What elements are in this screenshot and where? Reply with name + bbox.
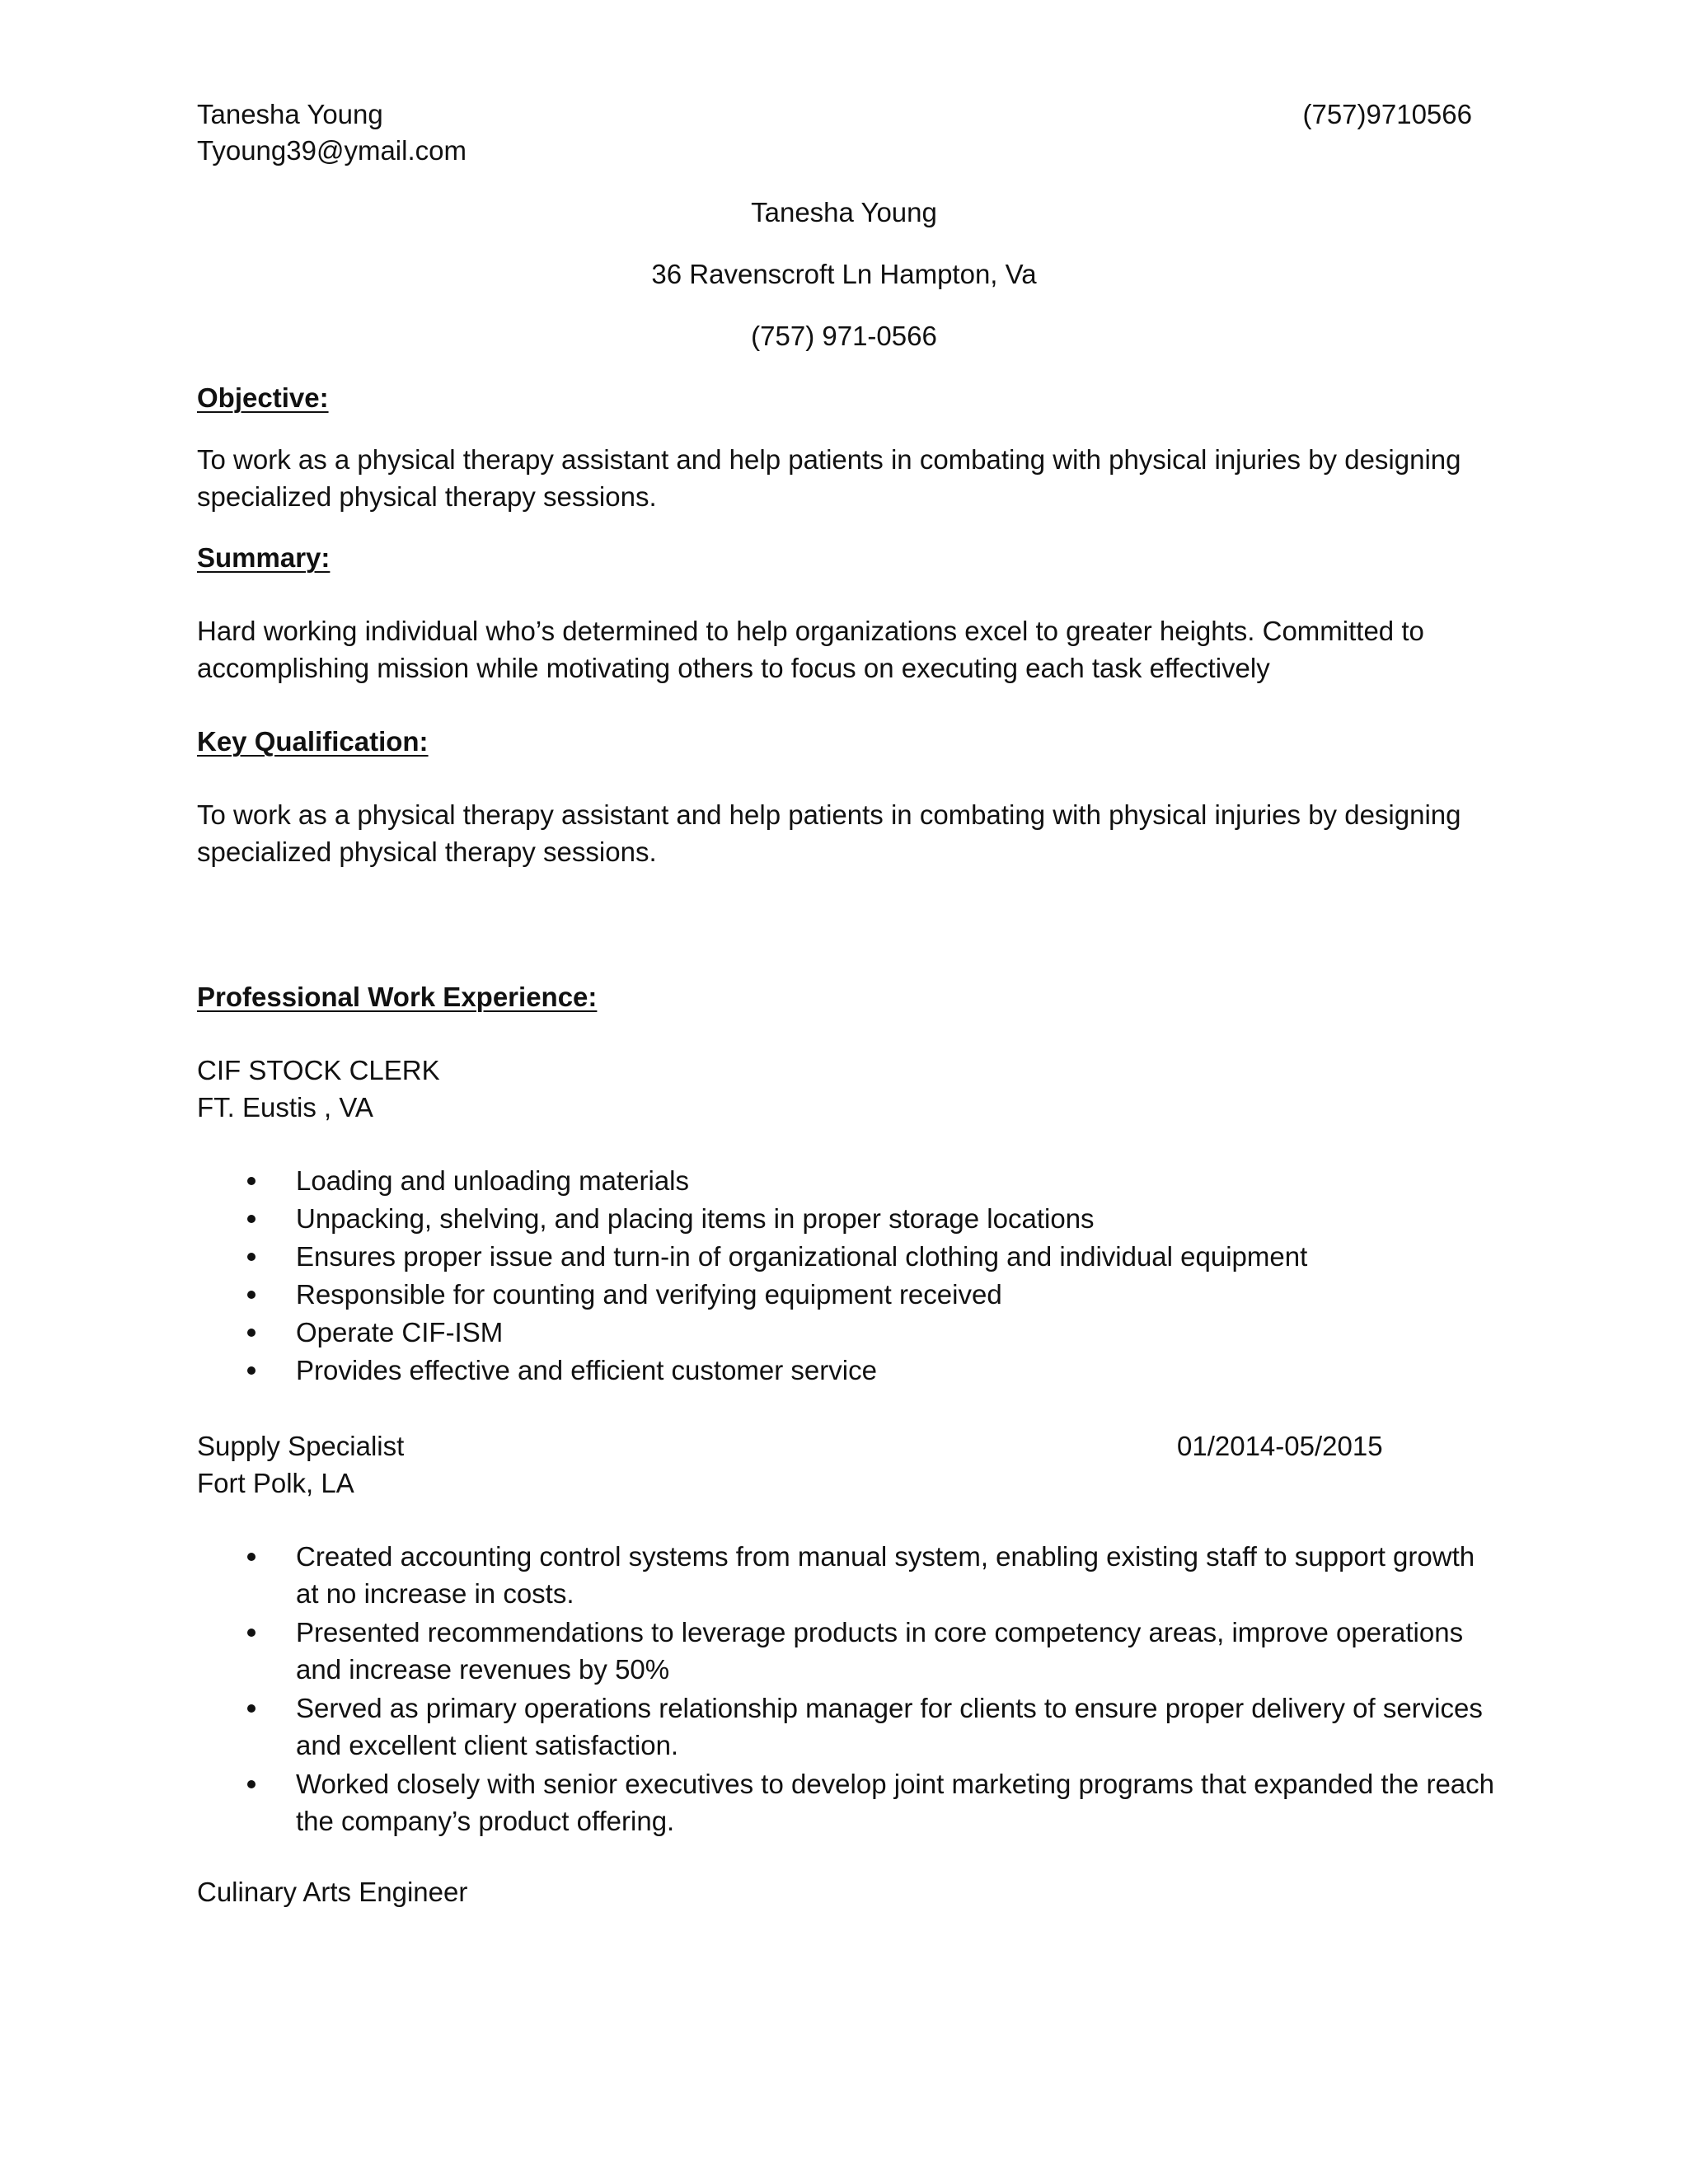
key-qualification-text: To work as a physical therapy assistant and help patients in combating with physical injuries by designing specialized physical therapy sessions. <box>197 799 1461 867</box>
bullet-icon <box>247 1253 256 1261</box>
list-item <box>197 1162 1499 1200</box>
list-item <box>197 1538 1499 1612</box>
contact-name: Tanesha Young <box>751 197 937 227</box>
list-item <box>197 1765 1499 1840</box>
bullet-icon <box>247 1366 256 1375</box>
list-item <box>197 1238 1499 1276</box>
bullet-icon <box>247 1704 256 1713</box>
job-title: Culinary Arts Engineer <box>197 1877 468 1907</box>
bullet-icon <box>247 1553 256 1561</box>
job-title: CIF STOCK CLERK <box>197 1055 440 1085</box>
objective-heading: Objective: <box>197 382 329 413</box>
key-qualification-heading: Key Qualification: <box>197 726 429 757</box>
list-item <box>197 1276 1499 1314</box>
job-location: FT. Eustis , VA <box>197 1092 373 1122</box>
list-item <box>197 1200 1499 1238</box>
job-title: Supply Specialist <box>197 1431 405 1461</box>
job-location: Fort Polk, LA <box>197 1468 354 1498</box>
header-name: Tanesha Young <box>197 99 383 129</box>
experience-heading: Professional Work Experience: <box>197 982 598 1012</box>
summary-heading: Summary: <box>197 542 331 573</box>
bullet-text: Provides effective and efficient customer service <box>296 1355 877 1385</box>
bullet-text: Served as primary operations relationship manager for clients to ensure proper delivery of services and excellent client satisfaction. <box>296 1693 1483 1760</box>
bullet-icon <box>247 1215 256 1223</box>
bullet-icon <box>247 1629 256 1637</box>
list-item <box>197 1690 1499 1764</box>
bullet-text: Presented recommendations to leverage products in core competency areas, improve operations and increase revenues by 50% <box>296 1617 1464 1685</box>
summary-text: Hard working individual who’s determined to help organizations excel to greater heights. Committed to accomplishing mission while motivating others to focus on executing each task effectively <box>197 616 1424 683</box>
contact-phone: (757) 971-0566 <box>751 321 937 351</box>
bullet-icon <box>247 1291 256 1299</box>
bullet-text: Ensures proper issue and turn-in of organizational clothing and individual equipment <box>296 1241 1308 1272</box>
bullet-text: Worked closely with senior executives to develop joint marketing programs that expanded the reach the company’s product offering. <box>296 1769 1494 1836</box>
job-bullet-list <box>197 1538 1499 1840</box>
list-item <box>197 1614 1499 1688</box>
bullet-text: Operate CIF-ISM <box>296 1317 504 1347</box>
header-phone: (757)9710566 <box>1302 99 1472 129</box>
header-email: Tyoung39@ymail.com <box>197 135 467 166</box>
bullet-text: Created accounting control systems from manual system, enabling existing staff to support growth at no increase in costs. <box>296 1541 1475 1609</box>
contact-address: 36 Ravenscroft Ln Hampton, Va <box>651 259 1037 289</box>
bullet-text: Loading and unloading materials <box>296 1165 690 1196</box>
list-item <box>197 1352 1499 1390</box>
bullet-icon <box>247 1780 256 1788</box>
bullet-icon <box>247 1329 256 1337</box>
bullet-text: Unpacking, shelving, and placing items in proper storage locations <box>296 1203 1095 1234</box>
list-item <box>197 1314 1499 1352</box>
objective-text: To work as a physical therapy assistant and help patients in combating with physical injuries by designing specialized physical therapy sessions. <box>197 444 1461 512</box>
bullet-text: Responsible for counting and verifying equipment received <box>296 1279 1002 1310</box>
bullet-icon <box>247 1177 256 1185</box>
job-bullet-list <box>197 1162 1499 1390</box>
job-dates: 01/2014-05/2015 <box>1177 1431 1383 1461</box>
